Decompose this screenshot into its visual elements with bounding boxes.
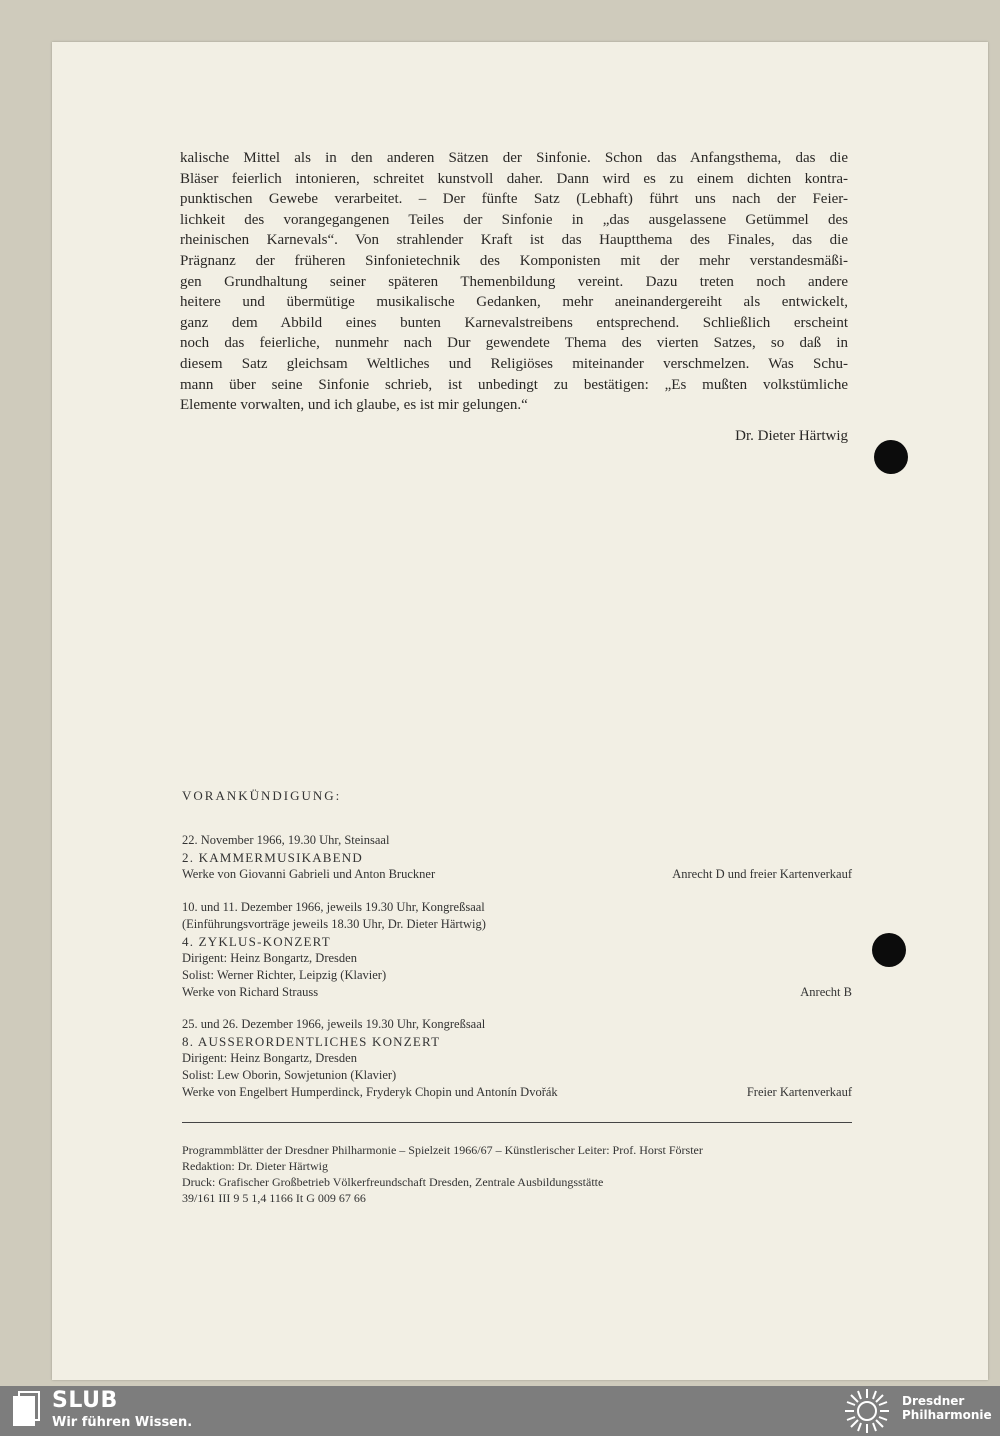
event-line-text: Solist: Lew Oborin, Sowjetunion (Klavier) (182, 1068, 397, 1082)
body-line: rheinischen Karnevals“. Von strahlender Kraft ist das Hauptthema des Finales, das die (180, 232, 848, 249)
body-line: Bläser feierlich intonieren, schreitet kunstvoll daher. Dann wird es zu einem dichten kontra- (180, 170, 848, 187)
partner-name[interactable] (902, 1394, 992, 1422)
author-signature: Dr. Dieter Härtwig (735, 428, 848, 444)
divider-rule (182, 1122, 852, 1123)
event-line (182, 866, 852, 883)
event-line (182, 967, 852, 984)
body-line: Prägnanz der früheren Sinfonietechnik des Komponisten mit der mehr verstandesmäßi- (180, 252, 848, 269)
colophon-line: Druck: Grafischer Großbetrieb Völkerfreundschaft Dresden, Zentrale Ausbildungsstätte (182, 1175, 604, 1189)
body-line: gen Grundhaltung seiner späteren Themenbildung vereint. Dazu treten noch andere (180, 273, 848, 290)
event-line-text: 4. ZYKLUS-KONZERT (182, 934, 331, 949)
philharmonie-logo-icon[interactable] (842, 1387, 892, 1435)
event-line-text: Werke von Giovanni Gabrieli und Anton Bruckner (182, 867, 436, 881)
event-line-text: (Einführungsvorträge jeweils 18.30 Uhr, Dr. Dieter Härtwig) (182, 917, 486, 931)
event-title (182, 1033, 852, 1050)
partner-name-line1: Dresdner (902, 1394, 965, 1408)
event-line-text: 25. und 26. Dezember 1966, jeweils 19.30 Uhr, Kongreßsaal (182, 1017, 486, 1031)
body-line: mann über seine Sinfonie schrieb, ist unbedingt zu bestätigen: „Es mußten volkstümliche (180, 376, 848, 393)
ticket-info: Freier Kartenverkauf (746, 1085, 852, 1099)
body-line: lichkeit des vorangegangenen Teiles der Sinfonie in „das ausgelassene Getümmel des (180, 211, 848, 228)
event-line-text: 22. November 1966, 19.30 Uhr, Steinsaal (182, 833, 390, 847)
colophon-line: 39/161 III 9 5 1,4 1166 It G 009 67 66 (182, 1191, 366, 1205)
event-line-text: Werke von Richard Strauss (182, 985, 319, 999)
announcement-heading: VORANKÜNDIGUNG: (182, 788, 342, 803)
colophon (182, 1142, 862, 1206)
event-line (182, 1016, 852, 1033)
library-slogan: Wir führen Wissen. (52, 1415, 193, 1430)
colophon-line: Redaktion: Dr. Dieter Härtwig (182, 1159, 328, 1173)
event-title (182, 849, 852, 866)
event-line (182, 984, 852, 1001)
partner-name-line2: Philharmonie (902, 1408, 992, 1422)
event-block (182, 1016, 852, 1101)
event-block (182, 832, 852, 883)
event-line-text: Dirigent: Heinz Bongartz, Dresden (182, 951, 357, 965)
body-line: noch das feierliche, nunmehr nach Dur gewendete Thema des vierten Satzes, so daß in (180, 335, 848, 352)
announcement-events (182, 832, 852, 1116)
library-name[interactable]: SLUB (52, 1388, 118, 1413)
ticket-info: Anrecht D und freier Kartenverkauf (672, 867, 852, 881)
body-line: kalische Mittel als in den anderen Sätzen der Sinfonie. Schon das Anfangsthema, das die (180, 150, 848, 166)
footer-bar (0, 1386, 1000, 1436)
body-line: diesem Satz gleichsam Weltliches und Religiöses miteinander verschmelzen. Was Schu- (180, 355, 848, 372)
event-line (182, 916, 852, 933)
body-text (180, 148, 848, 416)
event-line-text: 10. und 11. Dezember 1966, jeweils 19.30 Uhr, Kongreßsaal (182, 900, 485, 914)
body-line: punktischen Gewebe verarbeitet. – Der fünfte Satz (Lebhaft) führt uns nach der Feier- (180, 191, 848, 208)
event-line-text: 8. AUSSERORDENTLICHES KONZERT (182, 1034, 441, 1049)
event-title (182, 933, 852, 950)
event-block (182, 899, 852, 1001)
ticket-info: Anrecht B (800, 985, 852, 999)
event-line (182, 1067, 852, 1084)
body-line: Elemente vorwalten, und ich glaube, es ist mir gelungen.“ (180, 397, 528, 414)
event-line (182, 899, 852, 916)
punch-hole-top (874, 440, 908, 474)
event-line-text: Solist: Werner Richter, Leipzig (Klavier) (182, 968, 387, 982)
colophon-line: Programmblätter der Dresdner Philharmonie – Spielzeit 1966/67 – Künstlerischer Leiter: Prof. Horst Förster (182, 1143, 703, 1157)
event-line (182, 1084, 852, 1101)
event-line (182, 1050, 852, 1067)
slub-logo-icon[interactable] (12, 1390, 42, 1430)
punch-hole-bottom (872, 933, 906, 967)
event-line (182, 950, 852, 967)
event-line-text: Werke von Engelbert Humperdinck, Fryderyk Chopin und Antonín Dvořák (182, 1085, 558, 1099)
event-line-text: 2. KAMMERMUSIKABEND (182, 850, 363, 865)
body-line: ganz dem Abbild eines bunten Karnevalstreibens entsprechend. Schließlich erscheint (180, 314, 848, 331)
event-line (182, 832, 852, 849)
body-line: heitere und übermütige musikalische Gedanken, mehr aneinandergereiht als entwickelt, (180, 294, 848, 311)
event-line-text: Dirigent: Heinz Bongartz, Dresden (182, 1051, 357, 1065)
